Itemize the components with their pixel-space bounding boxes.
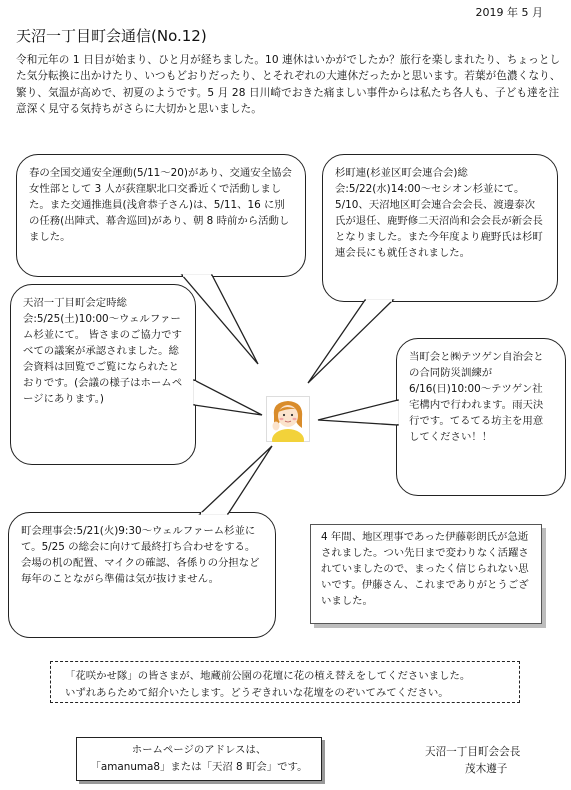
bubble-directors-meeting xyxy=(8,512,276,638)
intro-paragraph: 令和元年の 1 日目が始まり、ひと月が経ちました。10 連休はいかがでしたか？旅行を楽しまれたり、ちょっとした気分転換に出かけたり、いつもどおりだったり、とそれぞれの大連休だったかと思います。若葉が色濃くなり、繁り、気温が高めで、初夏のようです。5 月 28 日川崎でおきた痛ましい事件からは私たち各人も、子ども達を注意深く見守る気持ちがさらに大切かと思いました。 xyxy=(16,54,561,116)
signature xyxy=(425,744,520,778)
bubble-general-meeting-text: 天沼一丁目町会定時総会:5/25(土)10:00〜ウェルファーム杉並にて。 皆さまのご協力ですべての議案が承認されました。総会資料は回覧でご覧になられたとおりです。(会議の様子はホームページにあります。) xyxy=(23,297,183,405)
memorial-notice xyxy=(310,524,542,624)
flower-notice xyxy=(50,661,520,703)
homepage-line1: ホームページのアドレスは、 xyxy=(131,744,267,756)
bubble-suginami-federation xyxy=(322,154,558,302)
bubble-suginami-federation-text: 杉町連(杉並区町会連合会)総会:5/22(水)14:00〜セシオン杉並にて。5/10、天沼地区町会連合会会長、渡邊泰次氏が退任、鹿野修二天沼尚和会会長が新会長となりました。また今年度より鹿野氏は杉町連会長にも就任されました。 xyxy=(335,167,543,259)
flower-notice-line1: 「花咲かせ隊」の皆さまが、地蔵前公園の花壇に花の植え替えをしてくださいました。 xyxy=(65,670,471,682)
woman-thinking-icon xyxy=(266,396,310,442)
bubble-disaster-drill-text: 当町会と㈱テツゲン自治会との合同防災訓練が6/16(日)10:00〜テツゲン社宅構内で行われます。雨天決行です。てるてる坊主を用意してください！！ xyxy=(409,351,544,443)
issue-date: 2019 年 5 月 xyxy=(475,6,543,19)
newsletter-title: 天沼一丁目町会通信(No.12) xyxy=(16,27,207,45)
signature-org: 天沼一丁目町会会長 xyxy=(425,746,521,758)
homepage-box xyxy=(76,737,322,781)
flower-notice-line2: いずれあらためて紹介いたします。どうぞきれいな花壇をのぞいてみてください。 xyxy=(65,687,449,699)
bubble-disaster-drill xyxy=(396,338,566,496)
bubble-traffic-safety xyxy=(16,154,306,277)
bubble-directors-meeting-text: 町会理事会:5/21(火)9:30〜ウェルファーム杉並にて。5/25 の総会に向けて最終打ち合わせをする。会場の机の配置、マイクの確認、各係りの分担など毎年のことながら準備は気が抜けません。 xyxy=(21,525,260,585)
memorial-text: 4 年間、地区理事であった伊藤彰朗氏が急逝されました。つい先日まで変わりなく活躍されていましたので、まったく信じられない思いです。伊藤さん、これまでありがとうございました。 xyxy=(321,531,529,607)
bubble-traffic-safety-text: 春の全国交通安全運動(5/11〜20)があり、交通安全協会女性部として 3 人が荻窪駅北口交番近くで活動しました。また交通推進員(浅倉恭子さん)は、5/11、16 に別の任務(出陣式、幕舎巡回)があり、朝 8 時前から活動しました。 xyxy=(29,167,292,243)
signature-name: 茂木遵子 xyxy=(465,763,508,775)
homepage-line2: 「amanuma8」または「天沼 8 町会」です。 xyxy=(90,761,308,773)
bubble-general-meeting xyxy=(10,284,196,465)
